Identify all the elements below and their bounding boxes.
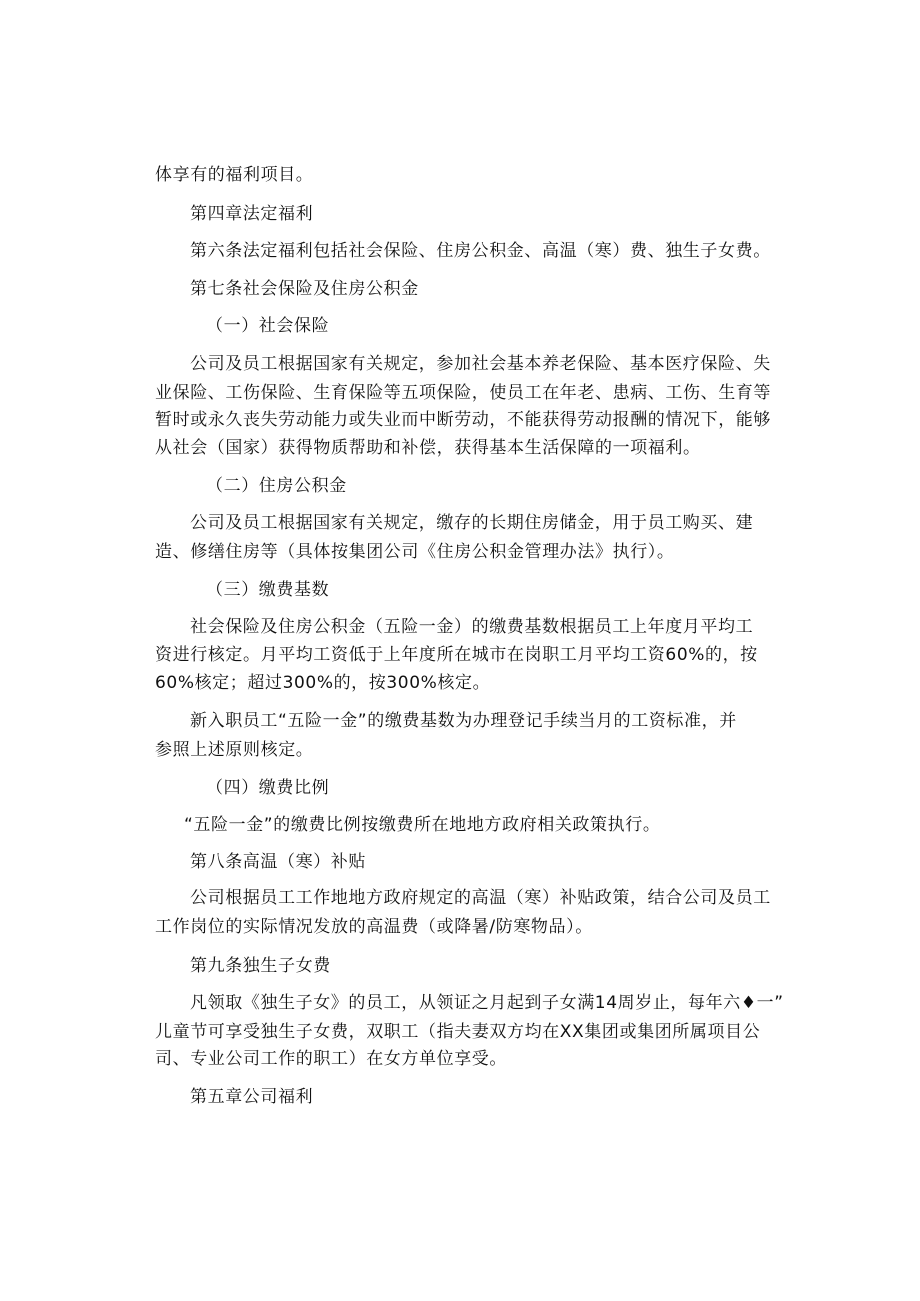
- text-line: 公司及员工根据国家有关规定，参加社会基本养老保险、基本医疗保险、失: [190, 354, 771, 374]
- section-heading: （四）缴费比例: [206, 778, 330, 798]
- text-line: 业保险、工伤保险、生育保险等五项保险，使员工在年老、患病、工伤、生育等: [155, 383, 771, 403]
- text-line: 造、修缮住房等（具体按集团公司《住房公积金管理办法》执行）。: [155, 542, 675, 562]
- text-line: 新入职员工“五险一金”的缴费基数为办理登记手续当月的工资标准，并: [190, 711, 737, 731]
- text-line: 从社会（国家）获得物质帮助和补偿，获得基本生活保障的一项福利。: [155, 438, 701, 458]
- section-heading: （三）缴费基数: [206, 580, 330, 600]
- article-line: 第六条法定福利包括社会保险、住房公积金、高温（寒）费、独生子女费。: [190, 241, 771, 261]
- text-line: 儿童节可享受独生子女费，双职工（指夫妻双方均在XX集团或集团所属项目公: [155, 1022, 761, 1042]
- article-heading: 第九条独生子女费: [190, 956, 331, 976]
- section-heading: （二）住房公积金: [206, 476, 347, 496]
- chapter-heading: 第四章法定福利: [190, 204, 314, 224]
- text-line: 司、专业公司工作的职工）在女方单位享受。: [155, 1049, 507, 1069]
- article-heading: 第八条高温（寒）补贴: [190, 852, 366, 872]
- text-line: 60%核定；超过300%的，按300%核定。: [155, 673, 491, 693]
- text-line: 凡领取《独生子女》的员工，从领证之月起到子女满14周岁止，每年六♦一”: [190, 993, 784, 1013]
- text-line: 工作岗位的实际情况发放的高温费（或降暑/防寒物品）。: [155, 917, 593, 937]
- chapter-heading: 第五章公司福利: [190, 1087, 314, 1107]
- text-line: 体享有的福利项目。: [155, 165, 314, 185]
- section-heading: （一）社会保险: [206, 316, 330, 336]
- text-line: 暂时或永久丧失劳动能力或失业而中断劳动，不能获得劳动报酬的情况下，能够: [155, 410, 771, 430]
- text-line: 公司根据员工工作地地方政府规定的高温（寒）补贴政策，结合公司及员工: [190, 888, 771, 908]
- text-line: 公司及员工根据国家有关规定，缴存的长期住房储金，用于员工购买、建: [190, 513, 754, 533]
- text-line: 社会保险及住房公积金（五险一金）的缴费基数根据员工上年度月平均工: [190, 617, 754, 637]
- text-line: 参照上述原则核定。: [155, 740, 314, 760]
- text-line: 资进行核定。月平均工资低于上年度所在城市在岗职工月平均工资60%的，按: [155, 645, 758, 665]
- article-heading: 第七条社会保险及住房公积金: [190, 279, 419, 299]
- text-line: “五险一金”的缴费比例按缴费所在地地方政府相关政策执行。: [184, 815, 661, 835]
